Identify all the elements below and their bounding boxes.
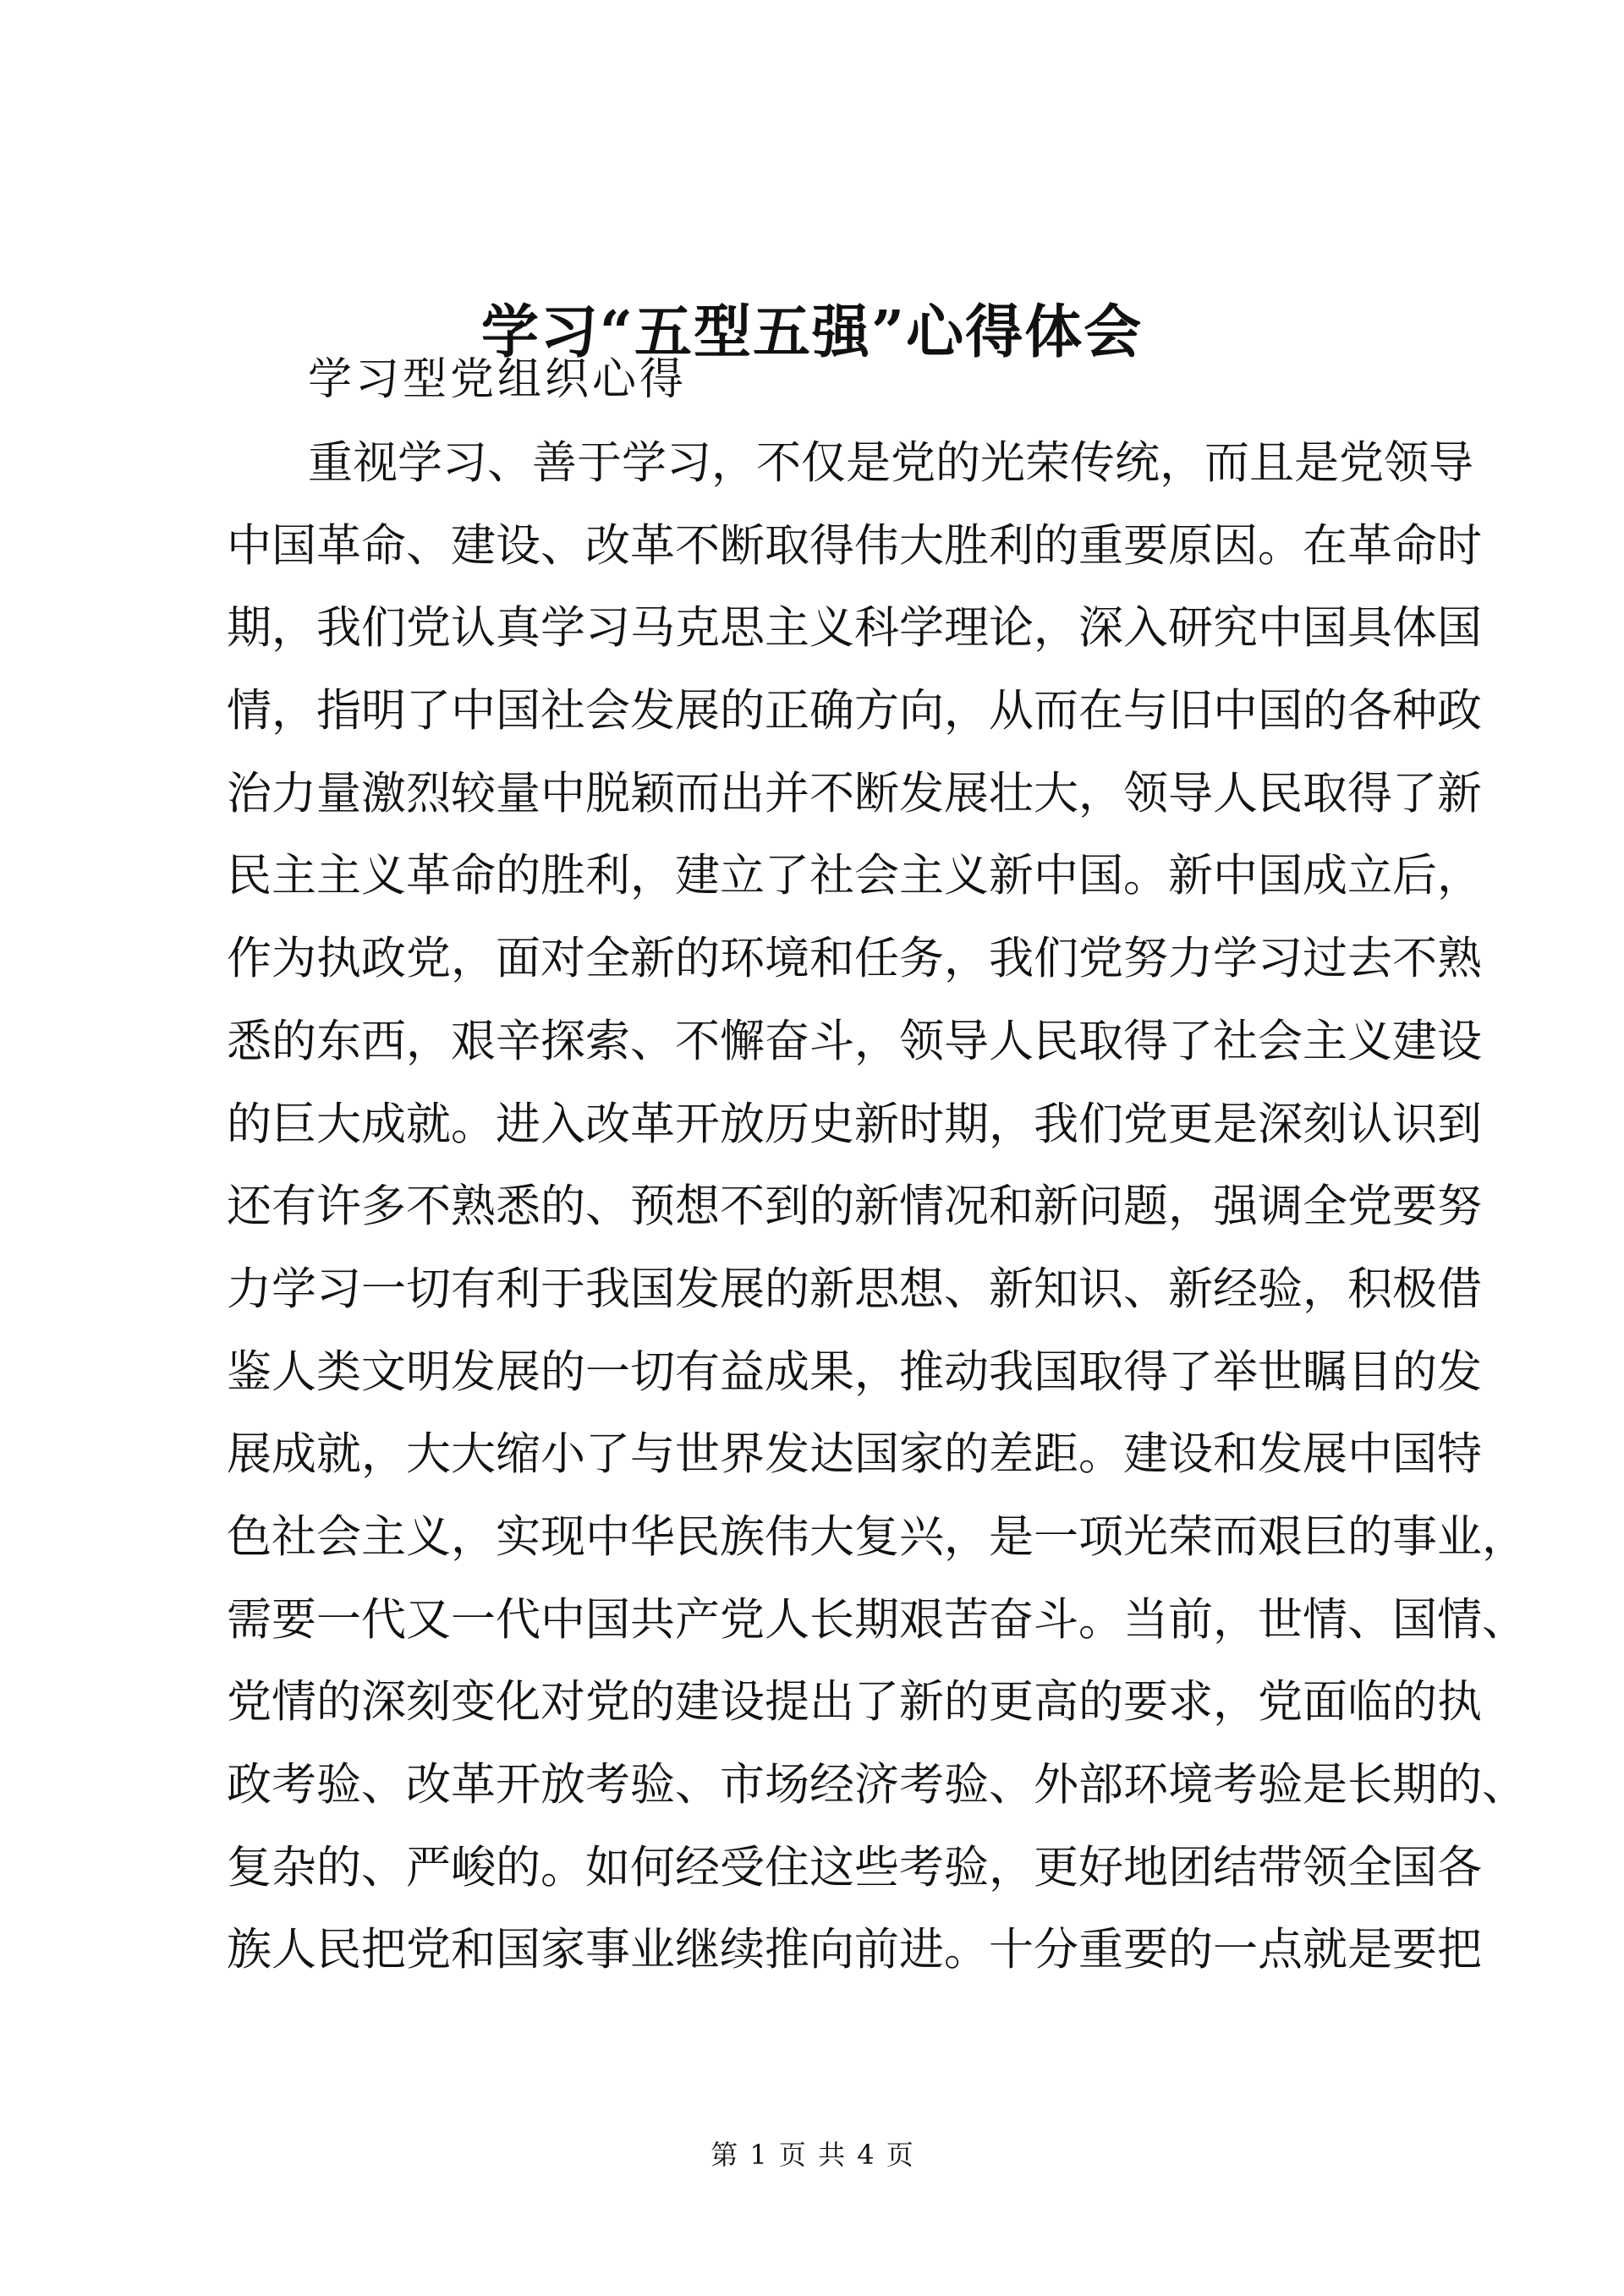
text-line: 展成就，大大缩小了与世界发达国家的差距。建设和发展中国特: [227, 1428, 1482, 1481]
text-line: 色社会主义，实现中华民族伟大复兴，是一项光荣而艰巨的事业，: [227, 1510, 1527, 1563]
text-line: 作为执政党，面对全新的环境和任务，我们党努力学习过去不熟: [227, 933, 1482, 985]
text-line: 鉴人类文明发展的一切有益成果，推动我国取得了举世瞩目的发: [227, 1345, 1482, 1398]
body-paragraph: [227, 422, 1527, 1992]
text-line: 治力量激烈较量中脱颖而出并不断发展壮大，领导人民取得了新: [227, 767, 1482, 819]
text-line: 还有许多不熟悉的、预想不到的新情况和新问题，强调全党要努: [227, 1181, 1482, 1233]
text-line: 重视学习、善于学习，不仅是党的光荣传统，而且是党领导: [308, 437, 1473, 489]
text-line: 的巨大成就。进入改革开放历史新时期，我们党更是深刻认识到: [227, 1098, 1482, 1150]
text-line: 需要一代又一代中国共产党人长期艰苦奋斗。当前，世情、国情、: [227, 1593, 1527, 1646]
text-line: 情，指明了中国社会发展的正确方向，从而在与旧中国的各种政: [227, 685, 1482, 737]
text-line: 复杂的、严峻的。如何经受住这些考验，更好地团结带领全国各: [227, 1841, 1482, 1893]
text-line: 力学习一切有利于我国发展的新思想、新知识、新经验，积极借: [227, 1263, 1482, 1315]
text-line: 悉的东西，艰辛探索、不懈奋斗，领导人民取得了社会主义建设: [227, 1015, 1482, 1067]
document-title: 学习“五型五强”心得体会: [480, 299, 1144, 366]
text-line: 政考验、改革开放考验、市场经济考验、外部环境考验是长期的、: [227, 1759, 1527, 1811]
page-number-footer: 第 1 页 共 4 页: [710, 2139, 914, 2171]
text-line: 中国革命、建设、改革不断取得伟大胜利的重要原因。在革命时: [227, 519, 1482, 572]
text-line: 期，我们党认真学习马克思主义科学理论，深入研究中国具体国: [227, 602, 1482, 655]
text-line: 族人民把党和国家事业继续推向前进。十分重要的一点就是要把: [227, 1924, 1482, 1976]
text-line: 党情的深刻变化对党的建设提出了新的更高的要求，党面临的执: [227, 1676, 1482, 1729]
section-subheading: 学习型党组织心得: [308, 354, 688, 405]
text-line: 民主主义革命的胜利，建立了社会主义新中国。新中国成立后，: [227, 850, 1482, 902]
